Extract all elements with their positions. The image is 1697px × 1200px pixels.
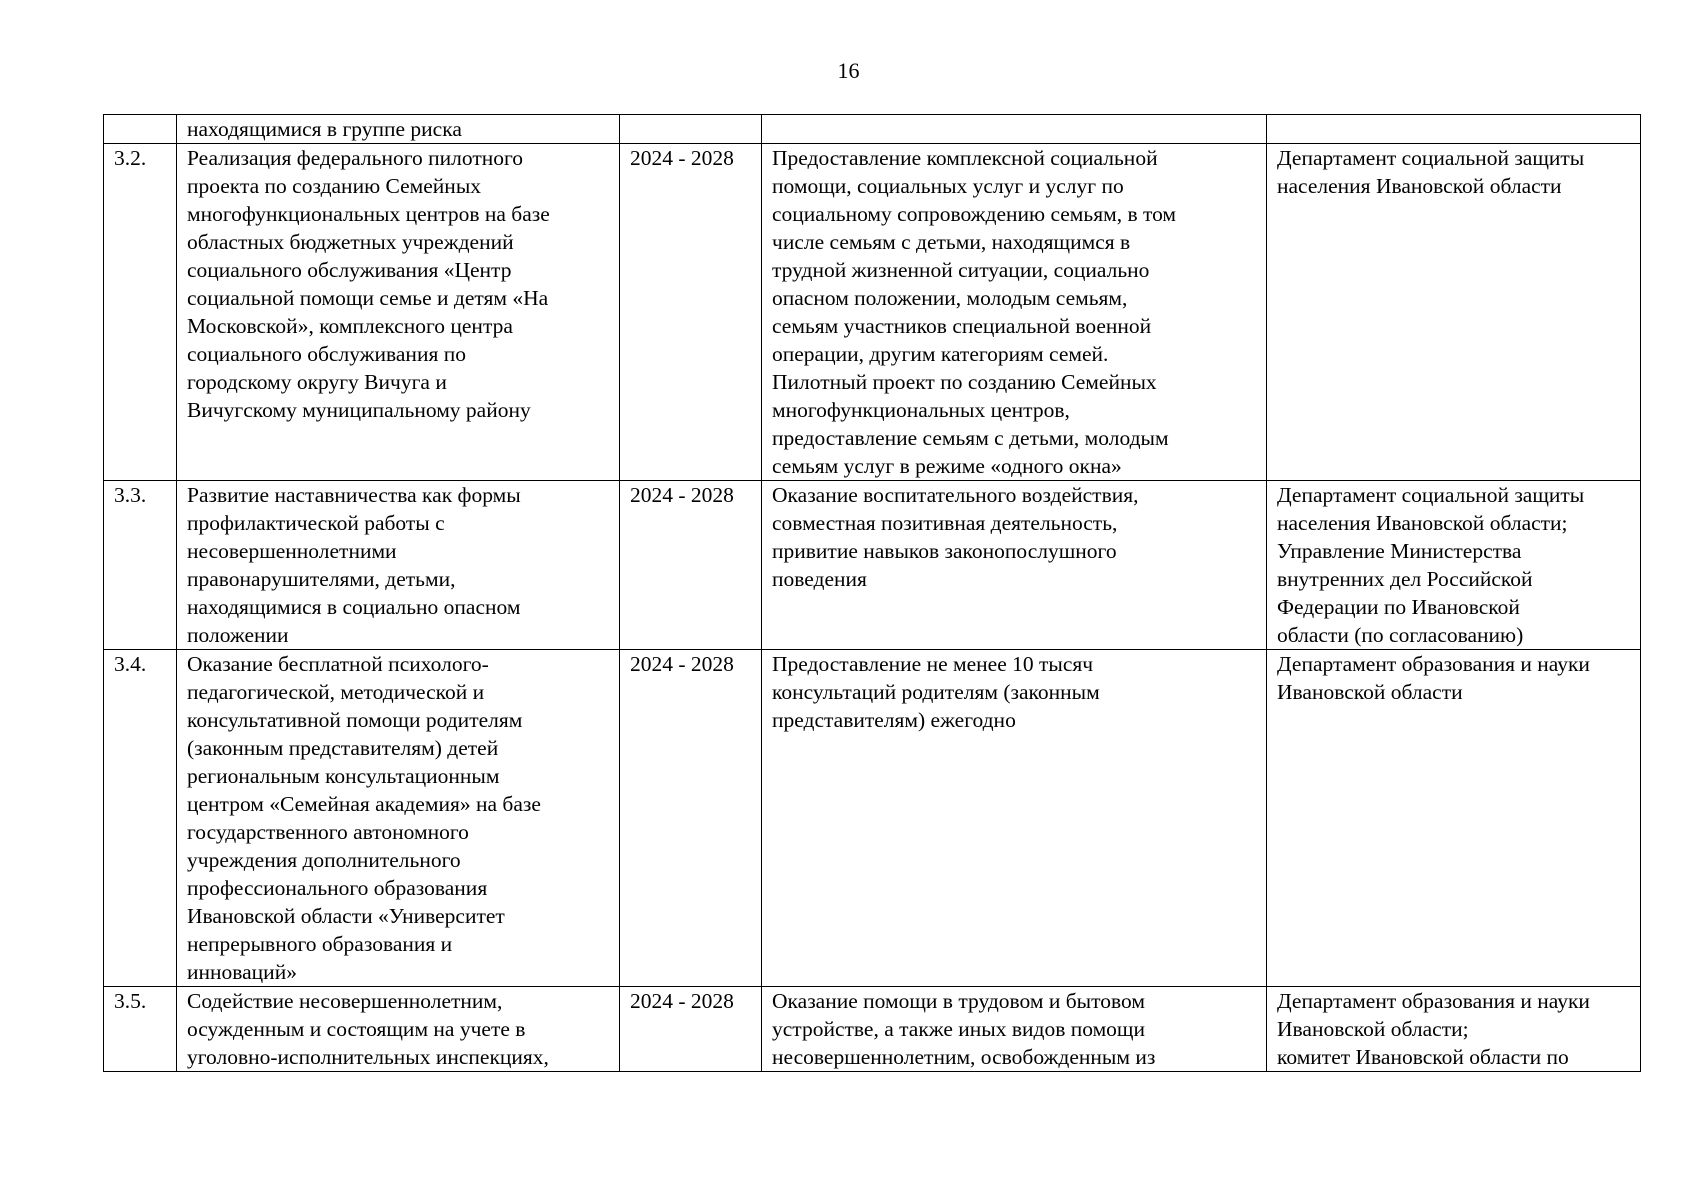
period-cell: 2024 - 2028 bbox=[620, 144, 762, 481]
table-row bbox=[104, 115, 1641, 144]
page-number: 16 bbox=[837, 58, 860, 83]
table-row bbox=[104, 144, 1641, 481]
expected-result-cell: Оказание помощи в трудовом и бытовом устройстве, а также иных видов помощи несовершеннолетним, освобожденным из bbox=[762, 987, 1267, 1072]
period-cell: 2024 - 2028 bbox=[620, 481, 762, 650]
expected-result-cell: Оказание воспитательного воздействия, совместная позитивная деятельность, привитие навыков законопослушного поведения bbox=[762, 481, 1267, 650]
measure-name-cell: Развитие наставничества как формы профилактической работы с несовершеннолетними правонарушителями, детьми, находящимися в социально опасном положении bbox=[177, 481, 620, 650]
responsible-cell: Департамент образования и науки Ивановской области bbox=[1267, 650, 1641, 987]
expected-result-cell: Предоставление комплексной социальной помощи, социальных услуг и услуг по социальному сопровождению семьям, в том числе семьям с детьми, находящимся в трудной жизненной ситуации, социально опасном положении, молодым семьям, семьям участников специальной военной операции, другим категориям семей. Пилотный проект по созданию Семейных многофункциональных центров, предоставление семьям с детьми, молодым семьям услуг в режиме «одного окна» bbox=[762, 144, 1267, 481]
expected-result-cell bbox=[762, 115, 1267, 144]
row-number-cell: 3.5. bbox=[104, 987, 177, 1072]
measure-name-cell: Реализация федерального пилотного проекта по созданию Семейных многофункциональных центров на базе областных бюджетных учреждений социального обслуживания «Центр социальной помощи семье и детям «На Московской», комплексного центра социального обслуживания по городскому округу Вичуга и Вичугскому муниципальному району bbox=[177, 144, 620, 481]
period-cell bbox=[620, 115, 762, 144]
row-number-cell bbox=[104, 115, 177, 144]
measure-name-cell: Содействие несовершеннолетним, осужденным и состоящим на учете в уголовно-исполнительных инспекциях, bbox=[177, 987, 620, 1072]
responsible-cell bbox=[1267, 115, 1641, 144]
table-row bbox=[104, 481, 1641, 650]
responsible-cell: Департамент социальной защиты населения Ивановской области; Управление Министерства внутренних дел Российской Федерации по Ивановской области (по согласованию) bbox=[1267, 481, 1641, 650]
expected-result-cell: Предоставление не менее 10 тысяч консультаций родителям (законным представителям) ежегодно bbox=[762, 650, 1267, 987]
responsible-cell: Департамент образования и науки Ивановской области; комитет Ивановской области по bbox=[1267, 987, 1641, 1072]
measure-name-cell: находящимися в группе риска bbox=[177, 115, 620, 144]
measure-name-cell: Оказание бесплатной психолого- педагогической, методической и консультативной помощи родителям (законным представителям) детей региональным консультационным центром «Семейная академия» на базе государственного автономного учреждения дополнительного профессионального образования Ивановской области «Университет непрерывного образования и инноваций» bbox=[177, 650, 620, 987]
table-row bbox=[104, 987, 1641, 1072]
period-cell: 2024 - 2028 bbox=[620, 987, 762, 1072]
period-cell: 2024 - 2028 bbox=[620, 650, 762, 987]
row-number-cell: 3.3. bbox=[104, 481, 177, 650]
row-number-cell: 3.4. bbox=[104, 650, 177, 987]
row-number-cell: 3.2. bbox=[104, 144, 177, 481]
responsible-cell: Департамент социальной защиты населения Ивановской области bbox=[1267, 144, 1641, 481]
measures-table bbox=[103, 114, 1641, 1072]
table-row bbox=[104, 650, 1641, 987]
